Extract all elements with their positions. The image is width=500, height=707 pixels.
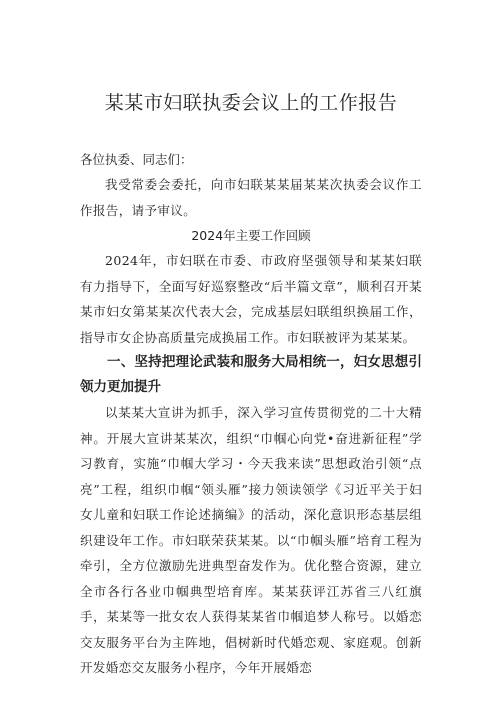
salutation: 各位执委、同志们：	[80, 152, 193, 167]
document-title: 某某市妇联执委会议上的工作报告	[104, 92, 398, 114]
heading-1: 一、坚持把理论武装和服务大局相统一，妇女思想引领力更加提升	[80, 354, 422, 395]
section-title: 2024年主要工作回顾	[191, 228, 311, 243]
intro-paragraph: 我受常委会委托，向市妇联某某届某某次执委会议作工作报告，请予审议。	[80, 177, 422, 218]
body-paragraph-1: 以某某大宣讲为抓手，深入学习宣传贯彻党的二十大精神。开展大宣讲某某次，组织“巾帼心向党•奋进新征程”学习教育，实施“巾帼大学习・今天我来读”思想政治引领“点亮”工程，组织巾帼“领头雁”接力领读领学《习近平关于妇女儿童和妇联工作论述摘编》的活动，深化意识形态基层组织建设年工作。市妇联荣获某某。以“巾帼头雁”培育工程为牵引，全方位激励先进典型奋发作为。优化整合资源，建立全市各行各业巾帼典型培育库。某某获评江苏省三八红旗手，某某等一批女农人获得某某省巾帼追梦人称号。以婚恋交友服务平台为主阵地，倡树新时代婚恋观、家庭观。创新开发婚恋交友服务小程序，今年开展婚恋	[80, 405, 422, 675]
summary-paragraph: 2024年，市妇联在市委、市政府坚强领导和某某妇联有力指导下，全面写好巡察整改“后半篇文章”，顺利召开某某市妇女第某某次代表大会，完成基层妇联组织换届工作，指导市女企协高质量完成换届工作。市妇联被评为某某某。	[80, 253, 422, 345]
